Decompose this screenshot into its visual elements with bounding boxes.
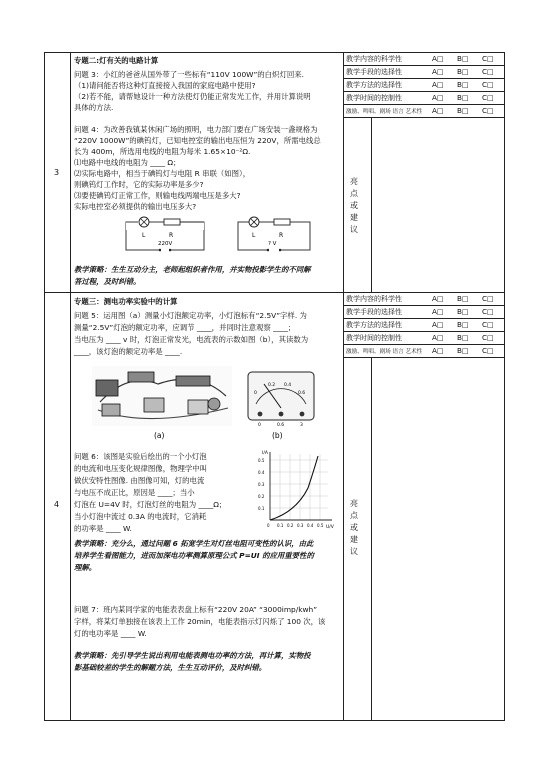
option-a-checkbox[interactable]: A□ [432,346,444,355]
option-a-checkbox[interactable]: A□ [432,106,444,115]
question-line: 问题 7：班内某同学家的电能表表盘上标有“220V 20A” “3000imp/kwh” [74,605,318,614]
side-char: 建 [350,535,358,544]
option-a-checkbox[interactable]: A□ [432,54,444,63]
eval-criterion: 教学内容的科学性 [346,55,402,63]
teaching-strategy: 答过程，及时纠错。 [74,277,141,286]
ammeter-figure [242,368,322,440]
x-tick-label: 0 [267,523,270,528]
scale-label: 0.4 [284,383,292,388]
question-line: 的电流和电压变化规律图像，物理学中叫 [74,464,208,473]
option-b-checkbox[interactable]: B□ [457,67,469,76]
eval-row [344,105,504,118]
option-a-checkbox[interactable]: A□ [432,307,444,316]
question-line: 则碘钨灯工作时，它的实际功率是多少? [74,180,204,189]
teaching-strategy: 教学策略：生生互动分主，老师起组织者作用，并实物投影学生的不同解 [74,265,311,274]
x-tick-label: 0.5 [317,523,324,528]
question-line: 长为 400m，所选用电线的电阻为每米 1.65×10⁻²Ω. [74,147,251,156]
option-b-checkbox[interactable]: B□ [457,106,469,115]
question-line: （2)若不能，请帮她设计一种方法使灯仍能正常发光工作，并用计算说明 [74,92,311,101]
y-tick-label: 0.4 [258,470,265,475]
x-axis-label: U/V [326,525,334,530]
option-c-checkbox[interactable]: C□ [482,106,494,115]
eval-criterion: 教学手段的选择性 [346,308,402,316]
question-line: 问题 5：运用图（a）测量小灯泡额定功率，小灯泡标有“2.5V”字样. 为 [74,311,307,320]
question-line: ⑵实际电路中，相当于碘钨灯与电阻 R 串联（如图）， [74,169,251,178]
eval-row [344,53,504,66]
option-b-checkbox[interactable]: B□ [457,80,469,89]
y-tick-label: 0.2 [258,494,265,499]
teaching-strategy: 教学策略：充分么，通过问题 6 拓宽学生对灯丝电阻可变性的认识，由此 [74,539,314,548]
question-line: 问题 4：为改善我镇某休闲广场的照明，电力部门要在广场安装一盏规格为 [74,125,318,134]
x-tick-label: 0.2 [287,523,294,528]
eval-row [344,306,504,319]
lamp-label: L [142,232,146,239]
option-a-checkbox[interactable]: A□ [432,93,444,102]
option-a-checkbox[interactable]: A□ [432,294,444,303]
question-line: （1)请问能否将这种灯直接接入我国的家庭电路中使用? [74,81,256,90]
option-b-checkbox[interactable]: B□ [457,54,469,63]
row-number: 3 [54,168,60,177]
question-line: 当电压为 ____ v 时，灯泡正常发光，电流表的示数如图（b），其读数为 [74,335,309,344]
eval-criterion: 教学时间的控制性 [346,94,402,102]
lamp-label: L [252,232,256,239]
source-voltage-label: ? V [268,241,277,247]
y-axis-label: I/A [262,451,268,456]
resistor-label: R [169,232,174,239]
question-line: 问题 3：小红的爸爸从国外带了一些标有“110V 100W”的白炽灯回来. [74,70,304,79]
figure-a-caption: (a) [154,431,165,440]
option-a-checkbox[interactable]: A□ [432,80,444,89]
eval-criterion: 激励、鸣唱、剧场 语言 艺术性 [346,349,423,355]
question-line: 字样，将某灯单独接在该表上工作 20min，电能表指示灯闪烁了 100 次，该 [74,617,326,626]
side-char: 亮 [350,499,358,508]
teaching-strategy: 影基础较差的学生的解题方法，生生互动评价，及时纠错。 [74,663,267,672]
scale-label: 0 [254,391,257,396]
side-char: 或 [350,201,358,210]
y-tick-label: 0.5 [258,458,265,463]
side-char: 亮 [350,177,358,186]
option-a-checkbox[interactable]: A□ [432,67,444,76]
source-voltage-label: 220V [158,241,173,247]
question-line: 实际电控室必须提供的输出电压多大? [74,202,197,211]
highlight-suggestion-label [349,176,359,236]
teaching-strategy: 教学策略：先引导学生说出利用电能表测电功率的方法，再计算，实物投 [74,651,311,660]
eval-row [344,92,504,105]
option-c-checkbox[interactable]: C□ [482,307,494,316]
y-tick-label: 0.3 [258,482,265,487]
question-line: 问题 6：该图是实验后绘出的一个小灯泡 [74,452,207,461]
side-char: 建 [350,213,358,222]
option-b-checkbox[interactable]: B□ [457,93,469,102]
circuit-diagram-question [230,214,320,258]
circuit-diagram-actual [108,214,218,258]
eval-criterion: 教学方法的选择性 [346,321,402,329]
option-a-checkbox[interactable]: A□ [432,320,444,329]
x-tick-label: 0.1 [277,523,284,528]
option-c-checkbox[interactable]: C□ [482,320,494,329]
option-c-checkbox[interactable]: C□ [482,54,494,63]
eval-row [344,345,504,358]
eval-row [344,66,504,79]
topic-title: 专题三：测电功率实验中的计算 [74,297,178,306]
option-c-checkbox[interactable]: C□ [482,93,494,102]
experiment-apparatus-figure [88,362,238,442]
x-tick-label: 0.3 [297,523,304,528]
figure-b-caption: (b) [272,431,283,440]
side-char: 或 [350,523,358,532]
resistor-label: R [279,232,284,239]
terminal-label: 0.6 [277,423,285,428]
eval-row [344,332,504,345]
question-line: “220V 1000W”的碘钨灯，已知电控室的输出电压恒为 220V，所需电线总 [74,136,321,145]
eval-row [344,319,504,332]
scale-label: 0.6 [298,391,306,396]
option-c-checkbox[interactable]: C□ [482,67,494,76]
option-b-checkbox[interactable]: B□ [457,333,469,342]
question-line: ____，该灯泡的额定功率是 ____. [74,347,183,356]
eval-criterion: 教学内容的科学性 [346,295,402,303]
question-line: 当小灯泡中流过 0.3A 的电流时，它消耗 [74,512,207,521]
terminal-label: 3 [300,423,303,428]
question-line: ⑶要使碘钨灯正常工作，则输电线两端电压是多大? [74,191,241,200]
eval-row [344,79,504,92]
question-line: 具体的方法. [74,103,114,112]
x-tick-label: 0.4 [307,523,314,528]
option-b-checkbox[interactable]: B□ [457,320,469,329]
option-c-checkbox[interactable]: C□ [482,80,494,89]
question-line: ⑴电路中电线的电阻为 ____ Ω； [74,158,181,167]
question-line: 灯泡在 U=4V 时，灯泡灯丝的电阻为 ____Ω； [74,500,227,509]
row-number: 4 [54,500,60,509]
eval-criterion: 教学方法的选择性 [346,81,402,89]
scale-label: 0.2 [268,383,276,388]
question-line: 灯的电功率是 ____ W. [74,629,147,638]
question-line: 与电压不成正比，原因是 ____；当小 [74,488,195,497]
iv-characteristic-graph [256,448,336,532]
option-b-checkbox[interactable]: B□ [457,346,469,355]
option-b-checkbox[interactable]: B□ [457,307,469,316]
topic-title: 专题二:灯有关的电路计算 [74,56,159,65]
side-char: 议 [350,225,358,234]
option-c-checkbox[interactable]: C□ [482,346,494,355]
side-char: 点 [350,511,358,520]
question-line: 的功率是 ____ W. [74,524,132,533]
question-line: 测量“2.5V”灯泡的额定功率，应调节 ____，并同时注意观察 ____； [74,323,296,332]
teaching-strategy: 理解。 [74,563,97,572]
option-a-checkbox[interactable]: A□ [432,333,444,342]
eval-row [344,293,504,306]
question-line: 做伏安特性图像. 由图像可知，灯的电流 [74,476,205,485]
eval-criterion: 激励、鸣唱、剧场 语言 艺术性 [346,109,423,115]
highlight-suggestion-label [349,498,359,558]
eval-criterion: 教学时间的控制性 [346,334,402,342]
option-c-checkbox[interactable]: C□ [482,333,494,342]
eval-criterion: 教学手段的选择性 [346,68,402,76]
option-b-checkbox[interactable]: B□ [457,294,469,303]
y-tick-label: 0.1 [258,506,265,511]
teaching-strategy: 培养学生看图能力，进而加深电功率测算原理公式 P=UI 的应用重要性的 [74,551,314,560]
terminal-label: 0 [258,423,261,428]
side-char: 议 [350,547,358,556]
side-char: 点 [350,189,358,198]
option-c-checkbox[interactable]: C□ [482,294,494,303]
